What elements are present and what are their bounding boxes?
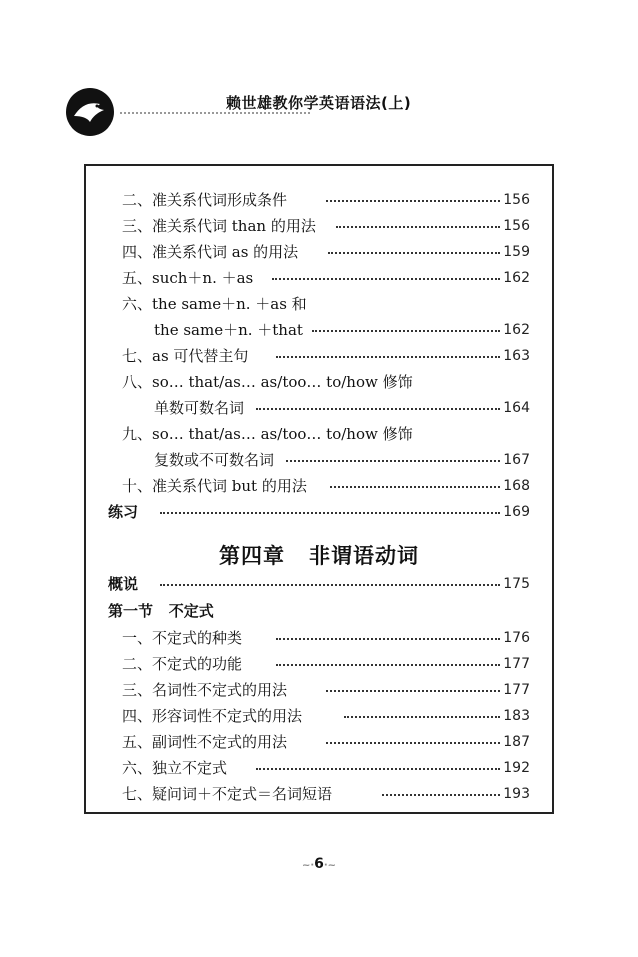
toc-entry-text: 五、such＋n. ＋as (122, 265, 257, 291)
ornament-left-icon: ~· (301, 860, 315, 871)
book-title: 赖世雄教你学英语语法(上) (226, 94, 412, 112)
toc-entry (86, 781, 552, 807)
dot-leader (336, 226, 500, 228)
toc-entry-page: 169 (503, 504, 530, 520)
dot-leader (272, 278, 500, 280)
toc-entry-page: 168 (503, 478, 530, 494)
toc-entry-text: 十、准关系代词 but 的用法 (122, 473, 311, 499)
dot-leader (160, 512, 500, 514)
toc-entry (86, 499, 552, 525)
toc-entry (86, 651, 552, 677)
toc-entry-page: 183 (503, 708, 530, 724)
toc-entry-page: 167 (503, 452, 530, 468)
toc-frame (84, 164, 554, 814)
toc-entry-text: 四、形容词性不定式的用法 (122, 703, 306, 729)
chapter-title: 非谓语动词 (309, 544, 419, 568)
toc-entry (86, 213, 552, 239)
dot-leader (256, 408, 500, 410)
toc-entry-text: 概说 (108, 571, 142, 597)
toc-entry (86, 421, 552, 447)
toc-entry-text: 八、so… that/as… as/too… to/how 修饰 (122, 369, 417, 395)
toc-entry-page: 175 (503, 576, 530, 592)
toc-entry-page: 187 (503, 734, 530, 750)
toc-entry (86, 265, 552, 291)
toc-entry-text: 二、准关系代词形成条件 (122, 187, 291, 213)
section-heading (108, 600, 214, 621)
dove-logo-icon (64, 86, 116, 138)
toc-entry-text: the same＋n. ＋that (154, 317, 307, 343)
toc-entry (86, 447, 552, 473)
toc-entry-text: 练习 (108, 499, 142, 525)
dot-leader (160, 584, 500, 586)
section-number: 第一节 (108, 602, 154, 620)
toc-entry-page: 159 (503, 244, 530, 260)
dot-leader (328, 252, 500, 254)
toc-entry (86, 239, 552, 265)
toc-entry (86, 625, 552, 651)
toc-entry (86, 187, 552, 213)
toc-entry-text: 五、副词性不定式的用法 (122, 729, 291, 755)
dot-leader (276, 356, 500, 358)
toc-entry-page: 177 (503, 682, 530, 698)
toc-entry-text: 三、名词性不定式的用法 (122, 677, 291, 703)
toc-entry (86, 369, 552, 395)
toc-entry (86, 473, 552, 499)
chapter-number: 第四章 (219, 544, 285, 568)
toc-entry-text: 六、独立不定式 (122, 755, 231, 781)
toc-entry-page: 162 (503, 322, 530, 338)
toc-entry-page: 176 (503, 630, 530, 646)
toc-entry-text: 复数或不可数名词 (154, 447, 278, 473)
toc-entry (86, 571, 552, 597)
dot-leader (344, 716, 500, 718)
toc-entry-text: 三、准关系代词 than 的用法 (122, 213, 320, 239)
dot-leader (276, 664, 500, 666)
toc-entry (86, 291, 552, 317)
toc-entry-page: 164 (503, 400, 530, 416)
toc-entry-page: 192 (503, 760, 530, 776)
toc-entry-page: 163 (503, 348, 530, 364)
toc-entry-text: 六、the same＋n. ＋as 和 (122, 291, 311, 317)
toc-entry-page: 193 (503, 786, 530, 802)
toc-entry (86, 755, 552, 781)
dot-leader (382, 794, 500, 796)
toc-entry-page: 156 (503, 218, 530, 234)
toc-entry (86, 395, 552, 421)
toc-entry (86, 703, 552, 729)
dot-leader (312, 330, 500, 332)
toc-entry-text: 七、as 可代替主句 (122, 343, 252, 369)
toc-entry (86, 317, 552, 343)
toc-entry-text: 九、so… that/as… as/too… to/how 修饰 (122, 421, 417, 447)
page-number-value: 6 (314, 856, 324, 872)
toc-entry-page: 156 (503, 192, 530, 208)
dot-leader (286, 460, 500, 462)
toc-entry (86, 729, 552, 755)
dot-leader (326, 690, 500, 692)
dot-leader (256, 768, 500, 770)
toc-entry-text: 七、疑问词＋不定式＝名词短语 (122, 781, 336, 807)
toc-entry (86, 343, 552, 369)
dot-leader (276, 638, 500, 640)
section-title: 不定式 (168, 602, 214, 620)
chapter-heading (86, 540, 552, 570)
page-number (296, 856, 342, 882)
toc-entry-text: 一、不定式的种类 (122, 625, 246, 651)
toc-entry-page: 162 (503, 270, 530, 286)
dot-leader (330, 486, 500, 488)
dot-leader (326, 200, 500, 202)
toc-entry-text: 单数可数名词 (154, 395, 248, 421)
ornament-right-icon: ·~ (323, 860, 337, 871)
dot-leader (326, 742, 500, 744)
toc-entry-text: 四、准关系代词 as 的用法 (122, 239, 302, 265)
toc-entry (86, 677, 552, 703)
toc-entry-text: 二、不定式的功能 (122, 651, 246, 677)
toc-entry-page: 177 (503, 656, 530, 672)
